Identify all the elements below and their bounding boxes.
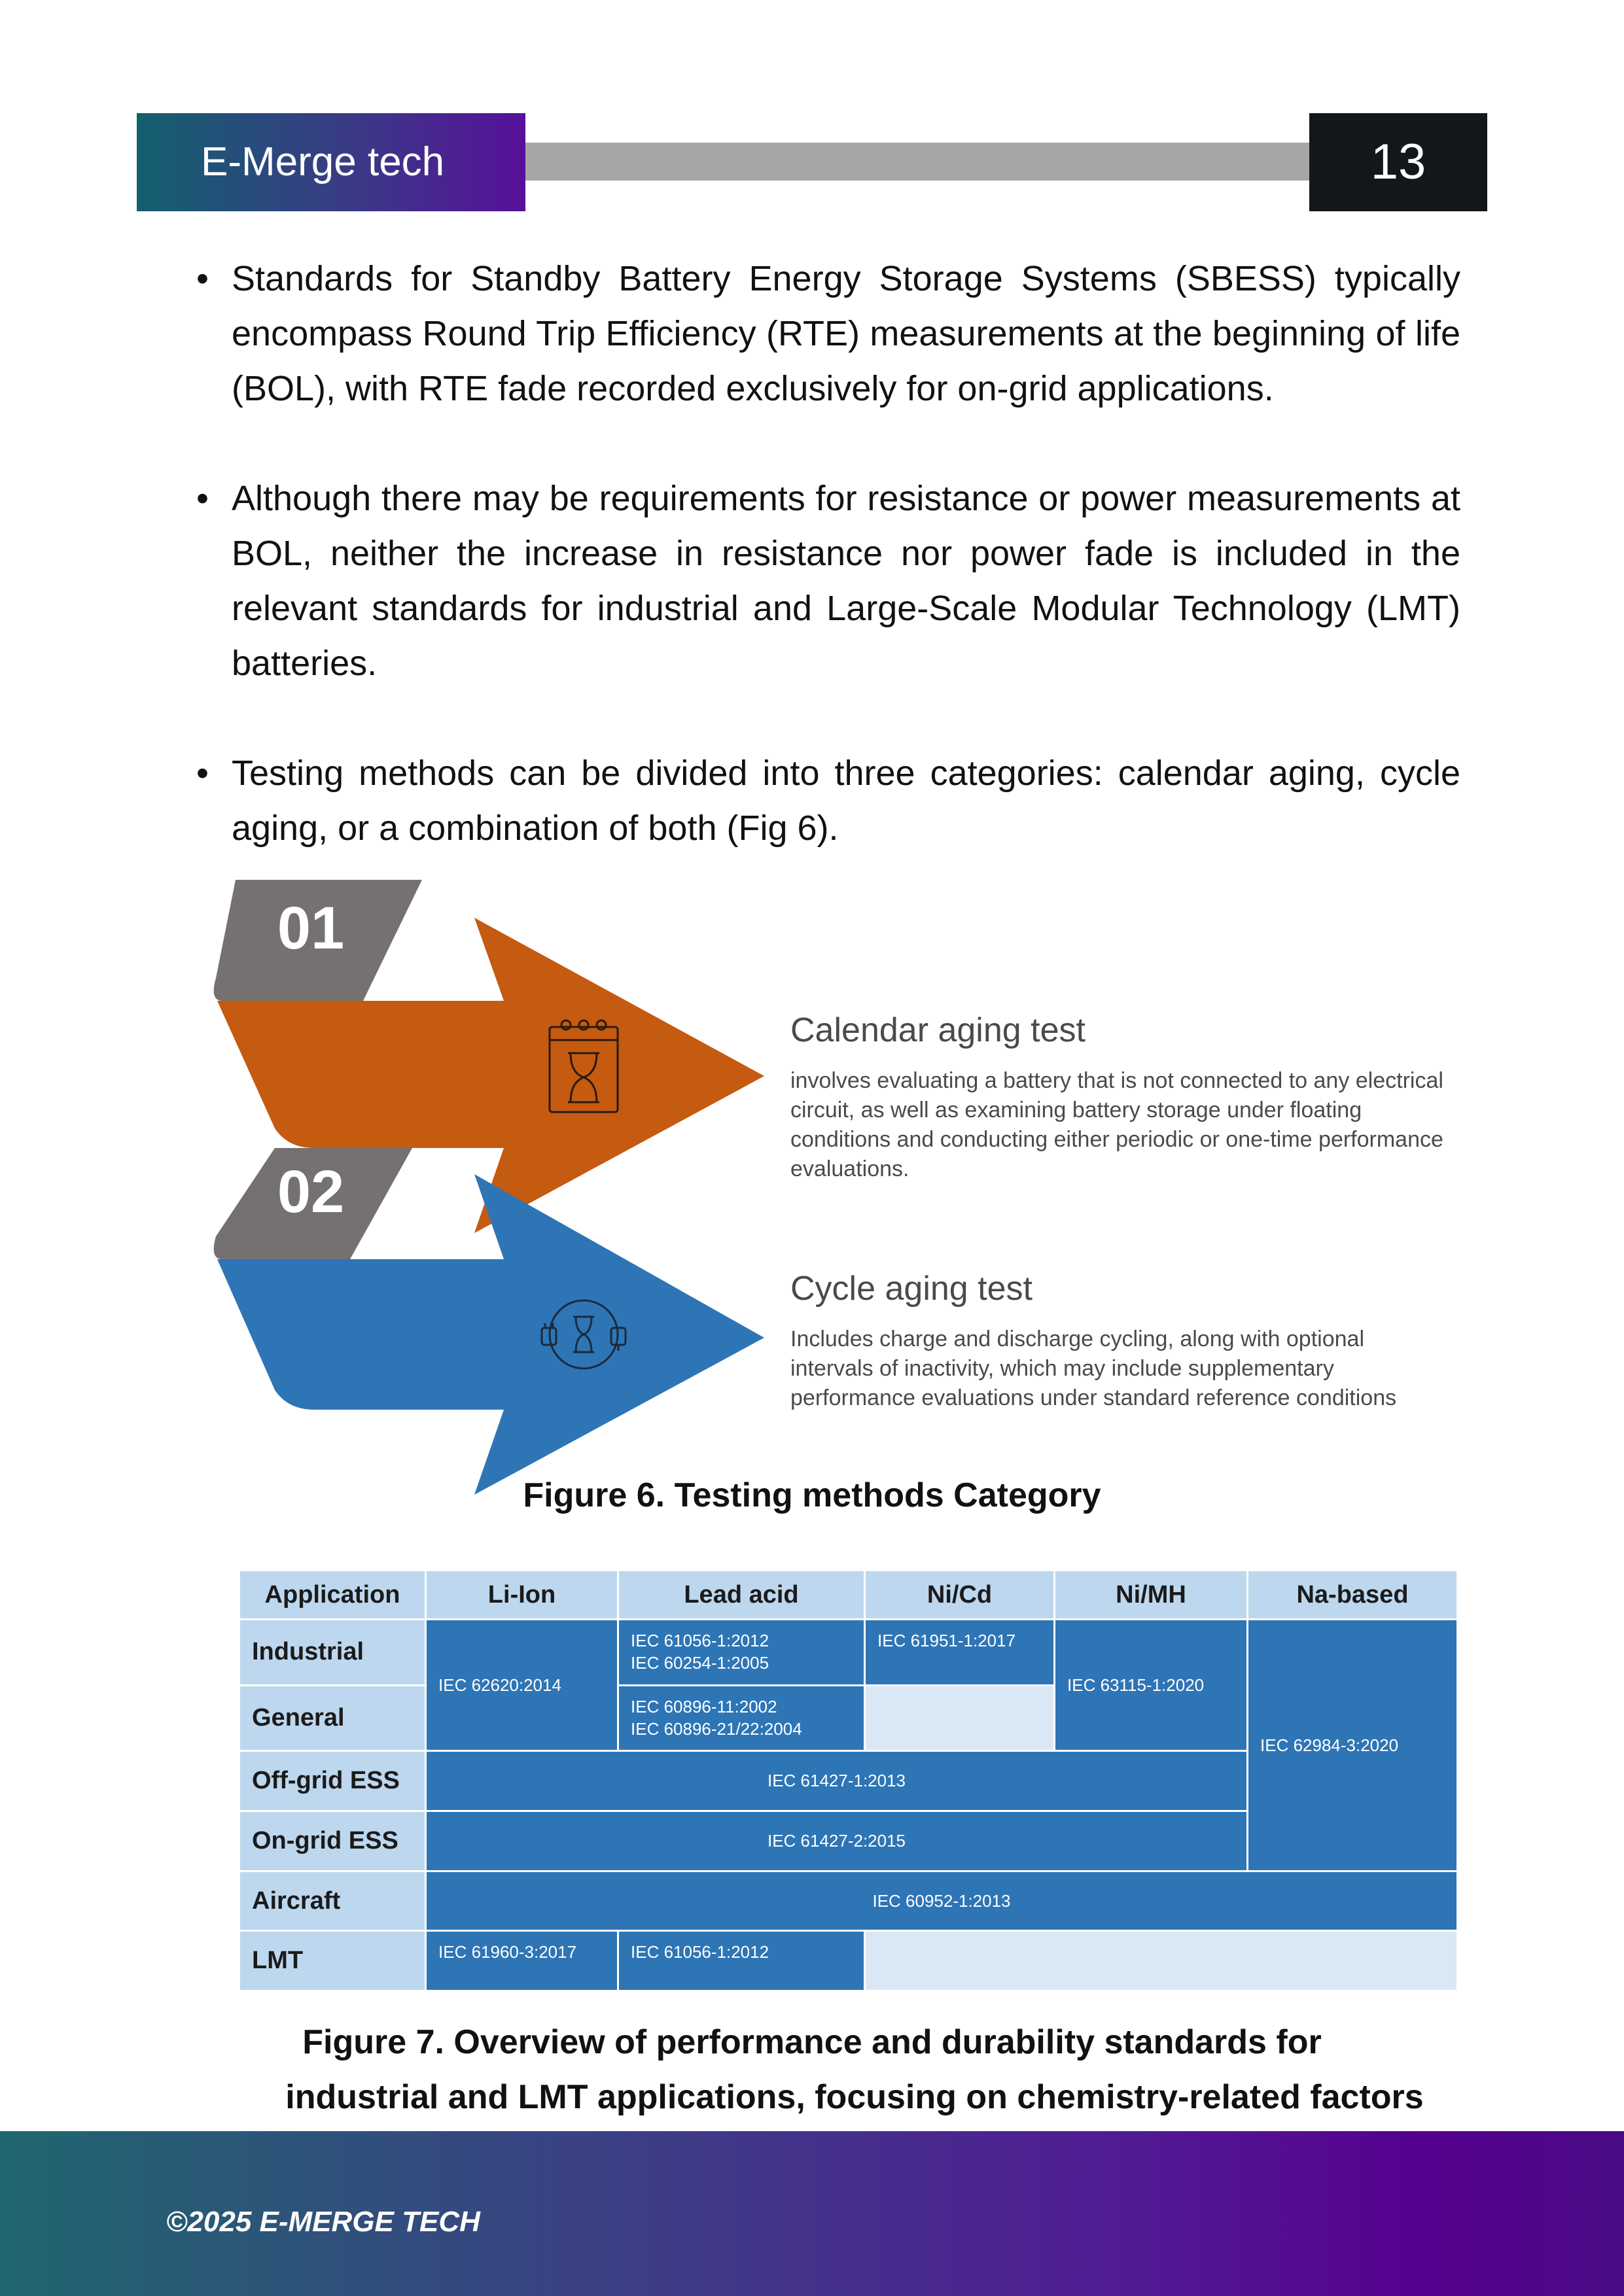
bullet-item [194, 746, 1460, 856]
table-row [239, 1871, 1458, 1930]
header-li-ion: Li-Ion [426, 1571, 618, 1620]
cell-line: IEC 60254-1:2005 [631, 1653, 769, 1673]
cycle-aging-description: Includes charge and discharge cycling, along with optional intervals of inactivity, which may include supplementary performance evaluations under standard reference conditions [790, 1327, 1397, 1410]
header-lead-acid: Lead acid [618, 1571, 865, 1620]
cell-na-based: IEC 62984-3:2020 [1248, 1620, 1458, 1871]
row-ongrid-ess: On-grid ESS [239, 1811, 426, 1871]
bullet-item [194, 251, 1460, 416]
bullet-item [194, 471, 1460, 691]
cell-nimh-industrial-general: IEC 63115-1:2020 [1055, 1620, 1248, 1751]
bullet-dot: • [196, 754, 209, 793]
cell-empty [865, 1930, 1458, 1991]
row-lmt: LMT [239, 1930, 426, 1991]
figure-7-caption [0, 2015, 1624, 2125]
header-nimh: Ni/MH [1055, 1571, 1248, 1620]
row-aircraft: Aircraft [239, 1871, 426, 1930]
arrows-graphic [209, 880, 772, 1495]
page-number: 13 [1309, 113, 1487, 211]
cell-liion-industrial-general: IEC 62620:2014 [426, 1620, 618, 1751]
table-row [239, 1620, 1458, 1685]
row-industrial: Industrial [239, 1620, 426, 1685]
cell-line: IEC 60896-21/22:2004 [631, 1718, 802, 1739]
figure-6 [209, 880, 1479, 1495]
cell-ongrid: IEC 61427-2:2015 [426, 1811, 1248, 1871]
step-02-number: 02 [277, 1158, 345, 1225]
cell-lead-industrial [618, 1620, 865, 1685]
figure-6-caption: Figure 6. Testing methods Category [523, 1476, 1101, 1514]
cell-empty [865, 1685, 1055, 1750]
bullet-list [194, 251, 1460, 911]
header-na-based: Na-based [1248, 1571, 1458, 1620]
cell-offgrid: IEC 61427-1:2013 [426, 1750, 1248, 1811]
bullet-text: Although there may be requirements for resistance or power measurements at BOL, neither the increase in resistance nor power fade is included in the relevant standards for industrial and Large-Scale Modular Technology (LMT) batteries. [232, 479, 1460, 683]
cell-line: IEC 60896-11:2002 [631, 1696, 777, 1716]
bullet-text: Standards for Standby Battery Energy Storage Systems (SBESS) typically encompass Round Trip Efficiency (RTE) measurements at the beginning of life (BOL), with RTE fade recorded exclusively for on-grid applications. [232, 259, 1460, 408]
standards-table [238, 1569, 1458, 1992]
cell-lead-general [618, 1685, 865, 1750]
row-general: General [239, 1685, 426, 1750]
cell-aircraft: IEC 60952-1:2013 [426, 1871, 1458, 1930]
table-row [239, 1930, 1458, 1991]
cell-lmt-liion: IEC 61960-3:2017 [426, 1930, 618, 1991]
bullet-text: Testing methods can be divided into three categories: calendar aging, cycle aging, or a combination of both (Fig 6). [232, 754, 1460, 848]
header-nicd: Ni/Cd [865, 1571, 1055, 1620]
brand-label: E-Merge tech [137, 113, 525, 211]
figure-7-caption-line2: industrial and LMT applications, focusing on chemistry-related factors [285, 2078, 1424, 2116]
cell-nicd-industrial: IEC 61951-1:2017 [865, 1620, 1055, 1685]
bullet-dot: • [196, 259, 209, 298]
cell-lmt-lead: IEC 61056-1:2012 [618, 1930, 865, 1991]
cell-line: IEC 61056-1:2012 [631, 1631, 769, 1651]
header-application: Application [239, 1571, 426, 1620]
header-bar [525, 143, 1309, 181]
calendar-aging-description: involves evaluating a battery that is not connected to any electrical circuit, as well as examining battery storage under floating conditions and conducting either periodic or one-time performance evaluations. [790, 1068, 1443, 1181]
bullet-dot: • [196, 479, 209, 518]
figure-7-caption-line1: Figure 7. Overview of performance and durability standards for [302, 2023, 1322, 2061]
step-01-number: 01 [277, 895, 345, 962]
table-header-row [239, 1571, 1458, 1620]
cycle-aging-title: Cycle aging test [790, 1270, 1033, 1308]
footer-copyright: ©2025 E-MERGE TECH [166, 2206, 480, 2238]
calendar-aging-title: Calendar aging test [790, 1011, 1086, 1049]
row-offgrid-ess: Off-grid ESS [239, 1750, 426, 1811]
